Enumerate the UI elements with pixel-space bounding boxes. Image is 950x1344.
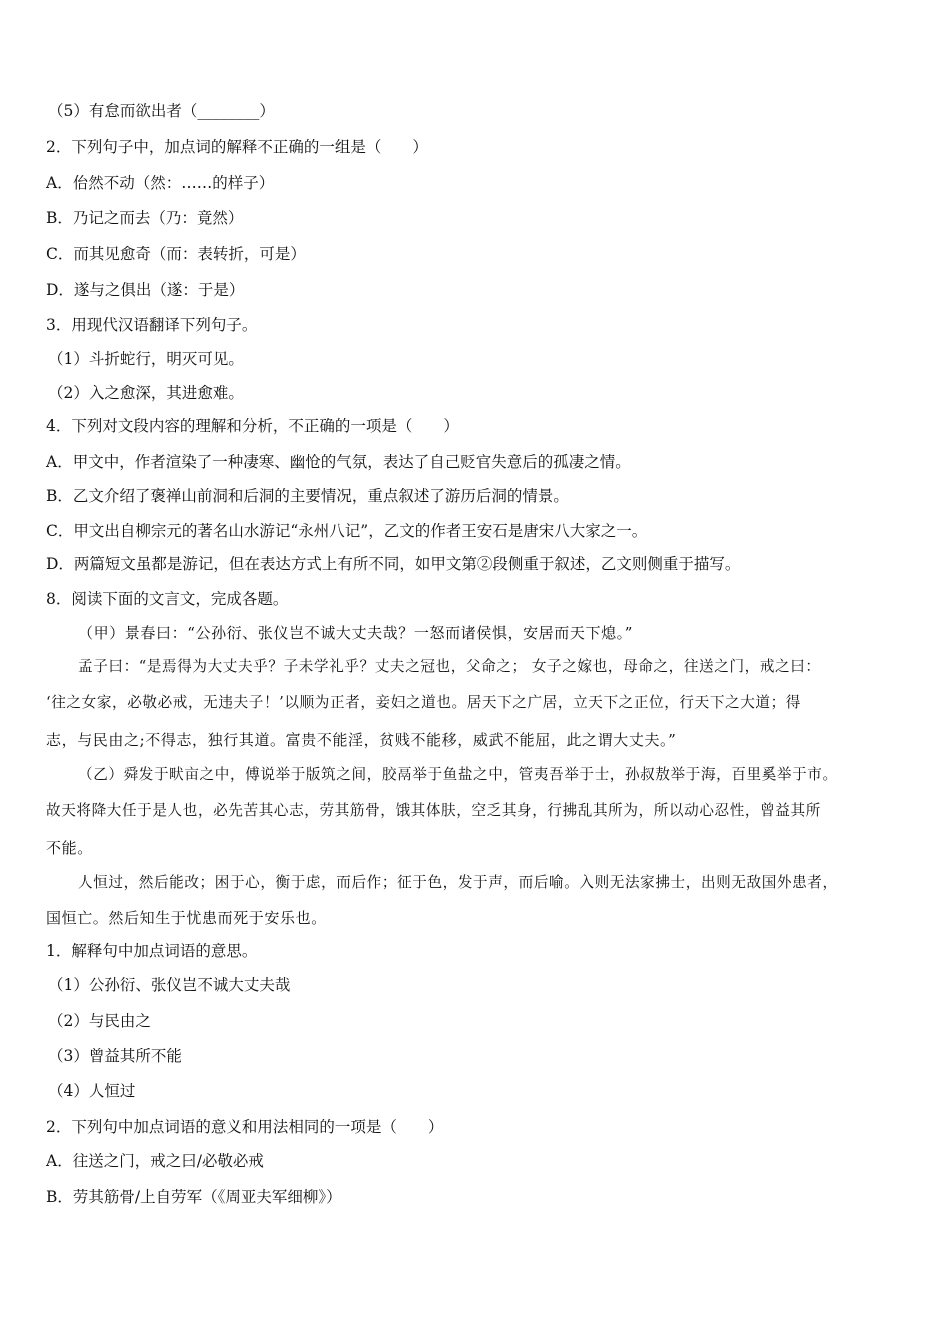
option-a: A．甲文中，作者渲染了一种凄寒、幽怆的气氛，表达了自己贬官失意后的孤凄之情。 <box>46 453 631 471</box>
option-c: C．甲文出自柳宗元的著名山水游记“永州八记”，乙文的作者王安石是唐宋八大家之一。 <box>46 522 648 540</box>
sub-question-2-stem: 2．下列句中加点词语的意义和用法相同的一项是（ ） <box>46 1118 444 1136</box>
option-d: D．遂与之俱出（遂：于是） <box>46 281 245 299</box>
question-line: （5）有怠而欲出者（________） <box>48 102 275 120</box>
sub-item-2: （2）与民由之 <box>48 1012 151 1030</box>
translate-item-2: （2）入之愈深，其进愈难。 <box>48 384 244 402</box>
passage-line: 孟子曰：“是焉得为大丈夫乎？子未学礼乎？丈夫之冠也，父命之； 女子之嫁也，母命之，往送之门，戒之曰： <box>78 658 821 675</box>
sub-item-1: （1）公孙衍、张仪岂不诚大丈夫哉 <box>48 976 291 994</box>
passage-line: 国恒亡。然后知生于忧患而死于安乐也。 <box>46 909 327 927</box>
question-3-stem: 3．用现代汉语翻译下列句子。 <box>46 316 258 334</box>
passage-line: ‘往之女家，必敬必戒，无违夫子！’以顺为正者，妾妇之道也。居天下之广居，立天下之正位，行天下之大道；得 <box>46 694 801 711</box>
passage-yi: （乙）舜发于畎亩之中，傅说举于版筑之间，胶鬲举于鱼盐之中，管夷吾举于士，孙叔敖举于海，百里奚举于市。 <box>78 766 838 783</box>
passage-jia: （甲）景春曰：“公孙衍、张仪岂不诚大丈夫哉？一怒而诸侯惧，安居而天下熄。” <box>78 624 634 642</box>
translate-item-1: （1）斗折蛇行，明灭可见。 <box>48 350 244 368</box>
passage-line: 人恒过，然后能改；困于心，衡于虑，而后作；征于色，发于声，而后喻。入则无法家拂士，出则无敌国外患者， <box>78 874 838 891</box>
sub-item-4: （4）人恒过 <box>48 1082 136 1100</box>
option-b: B．乙文介绍了褒禅山前洞和后洞的主要情况，重点叙述了游历后洞的情景。 <box>46 487 569 505</box>
sub-item-3: （3）曾益其所不能 <box>48 1047 182 1065</box>
option-d: D．两篇短文虽都是游记，但在表达方式上有所不同，如甲文第②段侧重于叙述，乙文则侧重于描写。 <box>46 555 741 573</box>
option-b: B．劳其筋骨/上自劳军（《周亚夫军细柳》） <box>46 1188 342 1206</box>
passage-line: 故天将降大任于是人也，必先苦其心志，劳其筋骨，饿其体肤，空乏其身，行拂乱其所为，所以动心忍性，曾益其所 <box>46 802 821 819</box>
passage-line: 志，与民由之;不得志，独行其道。富贵不能淫，贫贱不能移，威武不能屈，此之谓大丈夫。” <box>46 731 677 749</box>
option-b: B．乃记之而去（乃：竟然） <box>46 209 244 227</box>
option-c: C．而其见愈奇（而：表转折，可是） <box>46 245 306 263</box>
option-a: A．佁然不动（然：……的样子） <box>46 174 275 192</box>
question-4-stem: 4．下列对文段内容的理解和分析，不正确的一项是（ ） <box>46 417 459 435</box>
question-2-stem: 2．下列句子中，加点词的解释不正确的一组是（ ） <box>46 138 428 156</box>
question-8-stem: 8．阅读下面的文言文，完成各题。 <box>46 590 289 608</box>
passage-line: 不能。 <box>46 839 93 857</box>
sub-question-1-stem: 1．解释句中加点词语的意思。 <box>46 942 258 960</box>
option-a: A．往送之门，戒之曰/必敬必戒 <box>46 1152 264 1170</box>
